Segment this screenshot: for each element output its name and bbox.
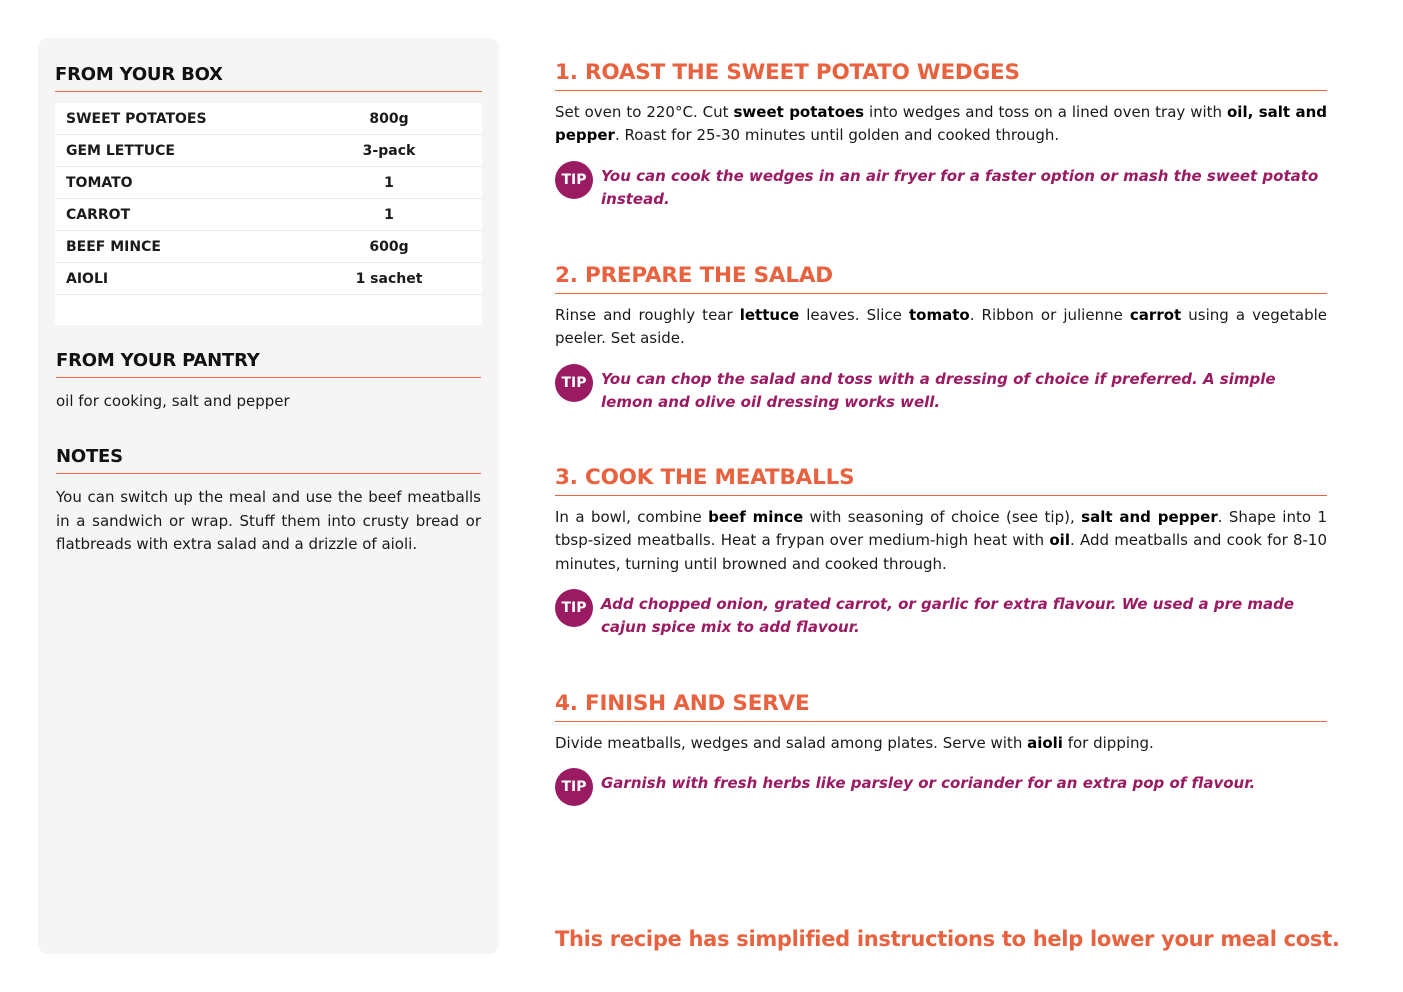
notes-heading: NOTES xyxy=(56,446,481,474)
ingredient-highlight: oil xyxy=(1049,531,1070,550)
ingredient-highlight: lettuce xyxy=(739,306,800,324)
notes-section xyxy=(56,446,481,557)
ingredient-highlight: sweet potatoes xyxy=(733,103,865,121)
step-body: Divide meatballs, wedges and salad among plates. Serve with aioli for dipping. xyxy=(555,734,1154,752)
ingredient-name: BEEF MINCE xyxy=(55,231,296,263)
spacer-cell xyxy=(55,295,296,326)
tip-badge-icon: TIP xyxy=(555,161,593,199)
ingredient-row xyxy=(55,199,482,231)
step-1 xyxy=(555,60,1327,211)
ingredient-highlight: tomato xyxy=(908,306,970,324)
ingredient-qty: 800g xyxy=(296,103,482,135)
tip-text: You can chop the salad and toss with a dressing of choice if preferred. A simple lemon and olive oil dressing works well. xyxy=(601,369,1276,411)
ingredient-name: TOMATO xyxy=(55,167,296,199)
tip-text: Garnish with fresh herbs like parsley or coriander for an extra pop of flavour. xyxy=(601,774,1256,793)
step-heading: 4. FINISH AND SERVE xyxy=(555,691,1327,722)
tip xyxy=(555,161,1327,212)
footer-note: This recipe has simplified instructions to help lower your meal cost. xyxy=(555,927,1340,951)
tip-badge-icon: TIP xyxy=(555,364,593,402)
step-body: Set oven to 220°C. Cut sweet potatoes into wedges and toss on a lined oven tray with oil, salt and pepper. Roast for 25-30 minutes until golden and cooked through. xyxy=(555,103,1327,145)
step-body: Rinse and roughly tear lettuce leaves. Slice tomato. Ribbon or julienne carrot using a vegetable peeler. Set aside. xyxy=(555,306,1327,348)
ingredient-qty: 3-pack xyxy=(296,135,482,167)
ingredient-qty: 600g xyxy=(296,231,482,263)
spacer-cell xyxy=(296,295,482,326)
ingredient-name: SWEET POTATOES xyxy=(55,103,296,135)
ingredients-sidebar xyxy=(38,38,499,954)
ingredient-qty: 1 sachet xyxy=(296,263,482,295)
ingredient-qty: 1 xyxy=(296,199,482,231)
ingredient-highlight: carrot xyxy=(1129,306,1182,324)
step-body: In a bowl, combine beef mince with seasoning of choice (see tip), salt and pepper. Shape into 1 tbsp-sized meatballs. Heat a frypan over medium-high heat with oil. Add meatballs and cook for 8-10 minutes, turning until browned and cooked through. xyxy=(555,508,1327,573)
ingredient-name: GEM LETTUCE xyxy=(55,135,296,167)
step-3 xyxy=(555,465,1327,639)
ingredient-highlight: beef mince xyxy=(708,508,804,526)
ingredient-row xyxy=(55,103,482,135)
step-4 xyxy=(555,691,1327,808)
tip-text: Add chopped onion, grated carrot, or garlic for extra flavour. We used a pre made cajun spice mix to add flavour. xyxy=(601,594,1295,637)
notes-text: You can switch up the meal and use the beef meatballs in a sandwich or wrap. Stuff them into crusty bread or flatbreads with extra salad and a drizzle of aioli. xyxy=(56,488,481,553)
from-your-pantry-heading: FROM YOUR PANTRY xyxy=(56,350,481,378)
tip xyxy=(555,364,1327,415)
step-heading: 1. ROAST THE SWEET POTATO WEDGES xyxy=(555,60,1327,91)
step-heading: 3. COOK THE MEATBALLS xyxy=(555,465,1327,496)
ingredient-name: AIOLI xyxy=(55,263,296,295)
tip xyxy=(555,589,1327,640)
tip-badge-icon: TIP xyxy=(555,768,593,806)
tip-badge-icon: TIP xyxy=(555,589,593,627)
ingredient-row xyxy=(55,231,482,263)
ingredient-highlight: salt and pepper xyxy=(1081,508,1218,526)
ingredient-row xyxy=(55,263,482,295)
tip xyxy=(555,768,1327,808)
step-heading: 2. PREPARE THE SALAD xyxy=(555,263,1327,294)
from-your-box-section xyxy=(55,64,482,325)
ingredient-table xyxy=(55,103,482,325)
ingredient-qty: 1 xyxy=(296,167,482,199)
ingredient-row xyxy=(55,167,482,199)
ingredient-name: CARROT xyxy=(55,199,296,231)
step-2 xyxy=(555,263,1327,414)
tip-text: You can cook the wedges in an air fryer for a faster option or mash the sweet potato instead. xyxy=(601,166,1319,208)
ingredient-table-spacer xyxy=(55,295,482,326)
ingredient-row xyxy=(55,135,482,167)
ingredient-highlight: oil, salt and pepper xyxy=(555,103,1327,145)
from-your-pantry-section xyxy=(56,350,481,414)
pantry-text: oil for cooking, salt and pepper xyxy=(56,392,290,410)
ingredient-highlight: aioli xyxy=(1027,734,1063,752)
from-your-box-heading: FROM YOUR BOX xyxy=(55,64,482,92)
